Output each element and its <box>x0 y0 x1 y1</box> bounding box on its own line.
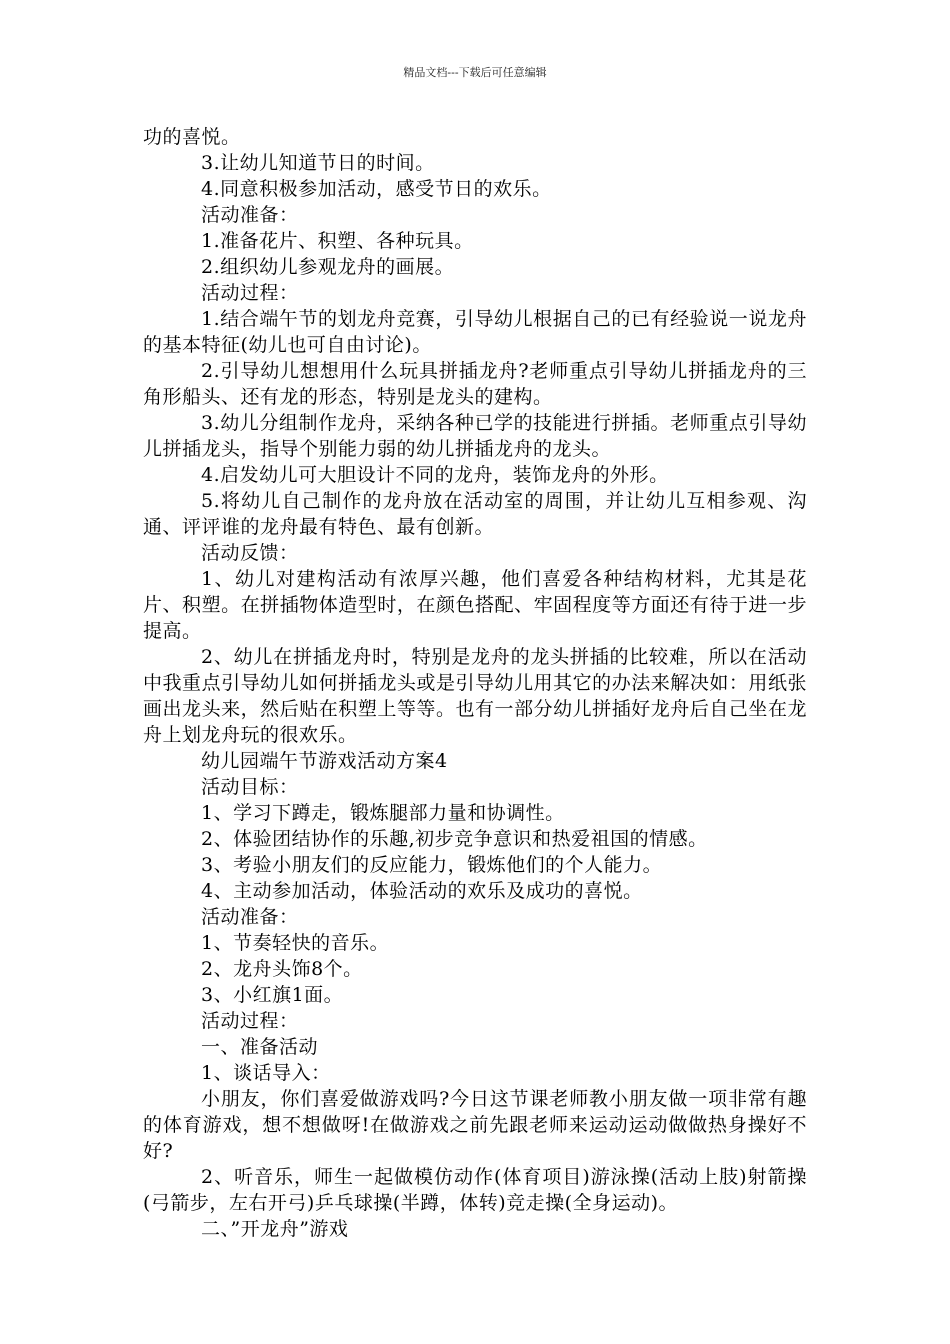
paragraph: 5.将幼儿自己制作的龙舟放在活动室的周围，并让幼儿互相参观、沟通、评评谁的龙舟最有特色、最有创新。 <box>143 490 807 538</box>
page-header: 精品文档---下载后可任意编辑 <box>403 66 547 79</box>
paragraph: 1.准备花片、积塑、各种玩具。 <box>201 230 474 252</box>
paragraph: 2.组织幼儿参观龙舟的画展。 <box>201 256 455 278</box>
paragraph: 3.让幼儿知道节日的时间。 <box>201 152 435 174</box>
paragraph: 4、主动参加活动，体验活动的欢乐及成功的喜悦。 <box>201 880 643 902</box>
paragraph: 功的喜悦。 <box>143 126 241 148</box>
paragraph: 小朋友，你们喜爱做游戏吗?今日这节课老师教小朋友做一项非常有趣的体育游戏，想不想做呀!在做游戏之前先跟老师来运动运动做做热身操好不好? <box>143 1088 807 1162</box>
paragraph: 1、幼儿对建构活动有浓厚兴趣，他们喜爱各种结构材料，尤其是花片、积塑。在拼插物体造型时，在颜色搭配、牢固程度等方面还有待于进一步提高。 <box>143 568 807 642</box>
paragraph: 1、学习下蹲走，锻炼腿部力量和协调性。 <box>201 802 565 824</box>
paragraph: 1.结合端午节的划龙舟竞赛，引导幼儿根据自己的已有经验说一说龙舟的基本特征(幼儿也可自由讨论)。 <box>143 308 807 356</box>
document-body <box>143 124 807 1242</box>
section-heading: 活动准备： <box>201 906 299 928</box>
paragraph: 2、体验团结协作的乐趣,初步竞争意识和热爱祖国的情感。 <box>201 828 708 850</box>
section-heading: 活动过程： <box>201 282 299 304</box>
paragraph: 3、考验小朋友们的反应能力，锻炼他们的个人能力。 <box>201 854 663 876</box>
paragraph: 2.引导幼儿想想用什么玩具拼插龙舟?老师重点引导幼儿拼插龙舟的三角形船头、还有龙的形态，特别是龙头的建构。 <box>143 360 807 408</box>
paragraph: 3、小红旗1面。 <box>201 984 344 1006</box>
section-heading: 活动准备： <box>201 204 299 226</box>
section-heading: 活动反馈： <box>201 542 299 564</box>
paragraph: 二、”开龙舟”游戏 <box>201 1218 349 1240</box>
paragraph: 2、龙舟头饰8个。 <box>201 958 363 980</box>
paragraph: 2、听音乐，师生一起做模仿动作(体育项目)游泳操(活动上肢)射箭操(弓箭步，左右开弓)乒乓球操(半蹲，体转)竞走操(全身运动)。 <box>143 1166 807 1214</box>
paragraph: 1、节奏轻快的音乐。 <box>201 932 390 954</box>
paragraph: 1、谈话导入： <box>201 1062 331 1084</box>
paragraph: 2、幼儿在拼插龙舟时，特别是龙舟的龙头拼插的比较难，所以在活动中我重点引导幼儿如何拼插龙头或是引导幼儿用其它的办法来解决如：用纸张画出龙头来，然后贴在积塑上等等。也有一部分幼儿拼插好龙舟后自己坐在龙舟上划龙舟玩的很欢乐。 <box>143 646 807 746</box>
section-heading: 活动过程： <box>201 1010 299 1032</box>
document-title: 幼儿园端午节游戏活动方案4 <box>201 750 448 772</box>
section-heading: 活动目标： <box>201 776 299 798</box>
paragraph: 4.同意积极参加活动，感受节日的欢乐。 <box>201 178 552 200</box>
paragraph: 一、准备活动 <box>201 1036 319 1058</box>
paragraph: 4.启发幼儿可大胆设计不同的龙舟，装饰龙舟的外形。 <box>201 464 669 486</box>
paragraph: 3.幼儿分组制作龙舟，采纳各种已学的技能进行拼插。老师重点引导幼儿拼插龙头，指导个别能力弱的幼儿拼插龙舟的龙头。 <box>143 412 807 460</box>
